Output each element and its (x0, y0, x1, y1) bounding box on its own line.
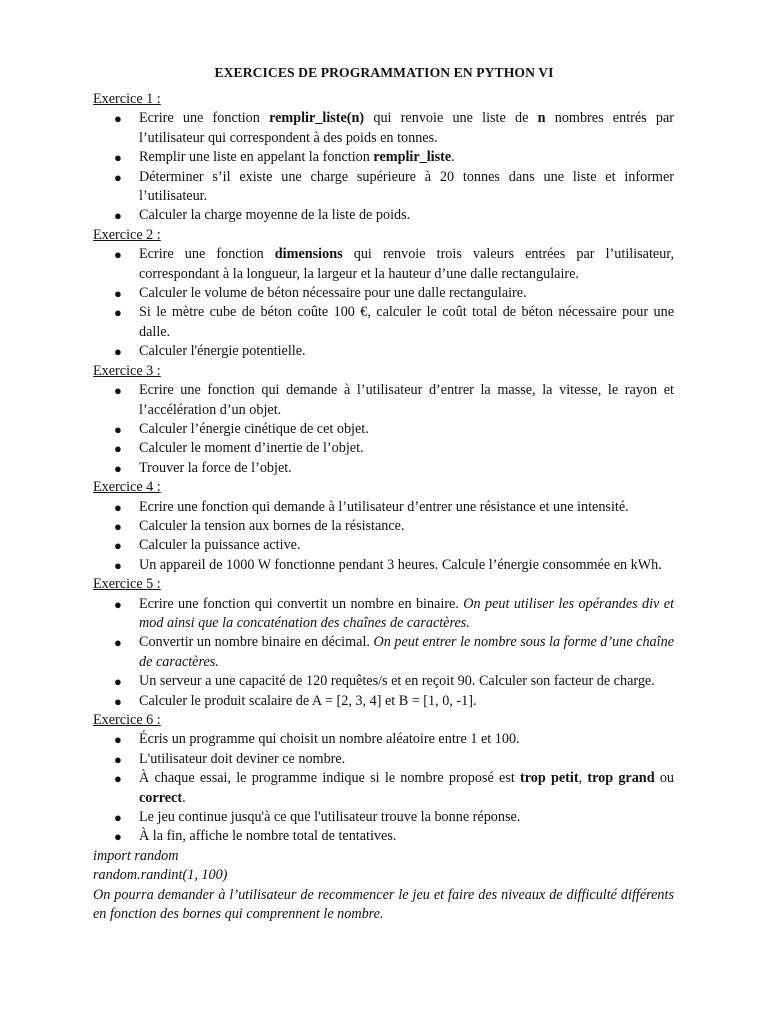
closing-note: On pourra demander à l’utilisateur de recommencer le jeu et faire des niveaux de difficulté différents en fonction des bornes qui comprennent le nombre. (93, 886, 674, 923)
list-item (93, 284, 674, 303)
italic-text: On peut utiliser les opérandes div et mod ainsi que la concaténation des chaînes de caractères. (139, 595, 675, 631)
bullet-icon: ● (114, 208, 122, 224)
text-run: Déterminer s’il existe une charge supérieure à 20 tonnes dans une liste et informer l’utilisateur. (139, 168, 674, 205)
bold-text: remplir_liste(n) (269, 110, 365, 127)
bullet-icon: ● (114, 344, 122, 360)
bullet-icon: ● (114, 557, 122, 573)
exercise-items (93, 109, 674, 225)
list-item (93, 420, 674, 439)
text-run: Écris un programme qui choisit un nombre aléatoire entre 1 et 100. (139, 731, 520, 748)
list-item (93, 206, 674, 225)
exercise-list (93, 90, 674, 847)
list-item (93, 148, 674, 167)
exercise-items (93, 730, 674, 846)
bullet-icon: ● (114, 693, 122, 709)
code-line: import random (93, 847, 179, 864)
list-item (93, 595, 674, 634)
bold-text: trop grand (587, 770, 655, 787)
bullet-icon: ● (114, 421, 122, 437)
bold-text: correct (139, 789, 183, 806)
exercise-heading: Exercice 2 : (93, 226, 161, 243)
text-run: Un appareil de 1000 W fonctionne pendant 3 heures. Calcule l’énergie consommée en kWh. (139, 556, 662, 573)
exercise-heading: Exercice 5 : (93, 576, 161, 593)
bullet-icon: ● (114, 810, 122, 826)
text-run: , (578, 770, 588, 787)
bold-text: n (537, 110, 546, 127)
exercise-heading: Exercice 6 : (93, 712, 161, 728)
text-run: Calculer l’énergie cinétique de cet objet. (139, 420, 369, 437)
bullet-icon: ● (114, 538, 122, 554)
list-item (93, 556, 674, 575)
list-item (93, 536, 674, 555)
exercise-items (93, 381, 674, 478)
bullet-icon: ● (114, 111, 122, 127)
exercise-section (93, 711, 674, 847)
bullet-icon: ● (114, 247, 122, 263)
exercise-items (93, 245, 674, 361)
list-item (93, 381, 674, 420)
exercise-heading: Exercice 3 : (93, 362, 161, 379)
exercise-heading: Exercice 1 : (93, 91, 161, 107)
bullet-icon: ● (114, 771, 122, 787)
exercise-section (93, 226, 674, 362)
list-item (93, 808, 674, 827)
text-run: Calculer l'énergie potentielle. (139, 343, 306, 360)
text-run: Ecrire une fonction qui demande à l’utilisateur d’entrer une résistance et une intensité. (139, 498, 629, 515)
text-run: À chaque essai, le programme indique si le nombre proposé est (139, 770, 520, 787)
bold-text: trop petit (520, 770, 579, 787)
list-item (93, 439, 674, 458)
text-run: Trouver la force de l’objet. (139, 459, 292, 476)
list-item (93, 342, 674, 361)
exercise-heading: Exercice 4 : (93, 479, 161, 496)
text-run: Calculer la puissance active. (139, 537, 301, 554)
list-item (93, 245, 674, 284)
list-item (93, 730, 674, 749)
list-item (93, 672, 674, 691)
text-run: Calculer la charge moyenne de la liste de poids. (139, 207, 411, 224)
code-snippet (93, 847, 674, 886)
code-line: random.randint(1, 100) (93, 867, 228, 884)
list-item (93, 168, 674, 207)
italic-text: On peut entrer le nombre sous la forme d’une chaîne de caractères. (139, 634, 674, 670)
list-item (93, 517, 674, 536)
text-run: Ecrire une fonction (139, 110, 270, 127)
bullet-icon: ● (114, 829, 122, 845)
list-item (93, 633, 674, 672)
bullet-icon: ● (114, 674, 122, 690)
bullet-icon: ● (114, 499, 122, 515)
text-run: Ecrire une fonction qui demande à l’utilisateur d’entrer la masse, la vitesse, le rayon et l’accélération d’un objet. (139, 382, 674, 418)
document-body (93, 90, 674, 924)
text-run: Calculer le produit scalaire de A = [2, 3, 4] et B = [1, 0, -1]. (139, 692, 477, 709)
bullet-icon: ● (114, 441, 122, 457)
bullet-icon: ● (114, 460, 122, 476)
bullet-icon: ● (114, 286, 122, 302)
bullet-icon: ● (114, 635, 122, 651)
text-run: qui renvoie trois valeurs entrées par l’utilisateur, correspondant à la longueur, la largeur et la hauteur d’une dalle rectangulaire. (139, 246, 674, 282)
text-run: Convertir un nombre binaire en décimal. (139, 634, 374, 651)
exercise-section (93, 478, 674, 575)
text-run: qui renvoie une liste de (364, 110, 538, 127)
bold-text: dimensions (274, 246, 343, 263)
list-item (93, 109, 674, 148)
list-item (93, 303, 674, 342)
bullet-icon: ● (114, 305, 122, 321)
list-item (93, 827, 674, 846)
text-run: Calculer le volume de béton nécessaire pour une dalle rectangulaire. (139, 285, 527, 302)
bullet-icon: ● (114, 383, 122, 399)
exercise-section (93, 575, 674, 711)
text-run: Calculer le moment d’inertie de l’objet. (139, 440, 364, 457)
bullet-icon: ● (114, 150, 122, 166)
text-run: À la fin, affiche le nombre total de tentatives. (139, 828, 397, 845)
text-run: Ecrire une fonction qui convertit un nombre en binaire. (139, 595, 464, 612)
list-item (93, 692, 674, 711)
list-item (93, 769, 674, 808)
exercise-items (93, 498, 674, 576)
text-run: ou (654, 770, 675, 787)
bullet-icon: ● (114, 169, 122, 185)
exercise-section (93, 362, 674, 478)
bullet-icon: ● (114, 518, 122, 534)
text-run: . (451, 149, 455, 166)
text-run: . (182, 789, 186, 806)
text-run: L'utilisateur doit deviner ce nombre. (139, 750, 346, 767)
bold-text: remplir_liste (373, 149, 452, 166)
list-item (93, 750, 674, 769)
exercise-items (93, 595, 674, 711)
exercise-section (93, 90, 674, 226)
text-run: Un serveur a une capacité de 120 requêtes/s et en reçoit 90. Calculer son facteur de charge. (139, 673, 655, 690)
page-title: EXERCICES DE PROGRAMMATION EN PYTHON VI (214, 65, 554, 80)
bullet-icon: ● (114, 751, 122, 767)
text-run: Remplir une liste en appelant la fonction (139, 149, 374, 166)
text-run: Calculer la tension aux bornes de la résistance. (139, 517, 405, 534)
list-item (93, 459, 674, 478)
text-run: Ecrire une fonction (139, 246, 275, 263)
text-run: nombres entrés par l’utilisateur qui correspondent à des poids en tonnes. (139, 110, 674, 146)
text-run: Si le mètre cube de béton coûte 100 €, calculer le coût total de béton nécessaire pour une dalle. (139, 304, 674, 340)
text-run: Le jeu continue jusqu'à ce que l'utilisateur trouve la bonne réponse. (139, 809, 521, 826)
bullet-icon: ● (114, 732, 122, 748)
bullet-icon: ● (114, 596, 122, 612)
list-item (93, 498, 674, 517)
